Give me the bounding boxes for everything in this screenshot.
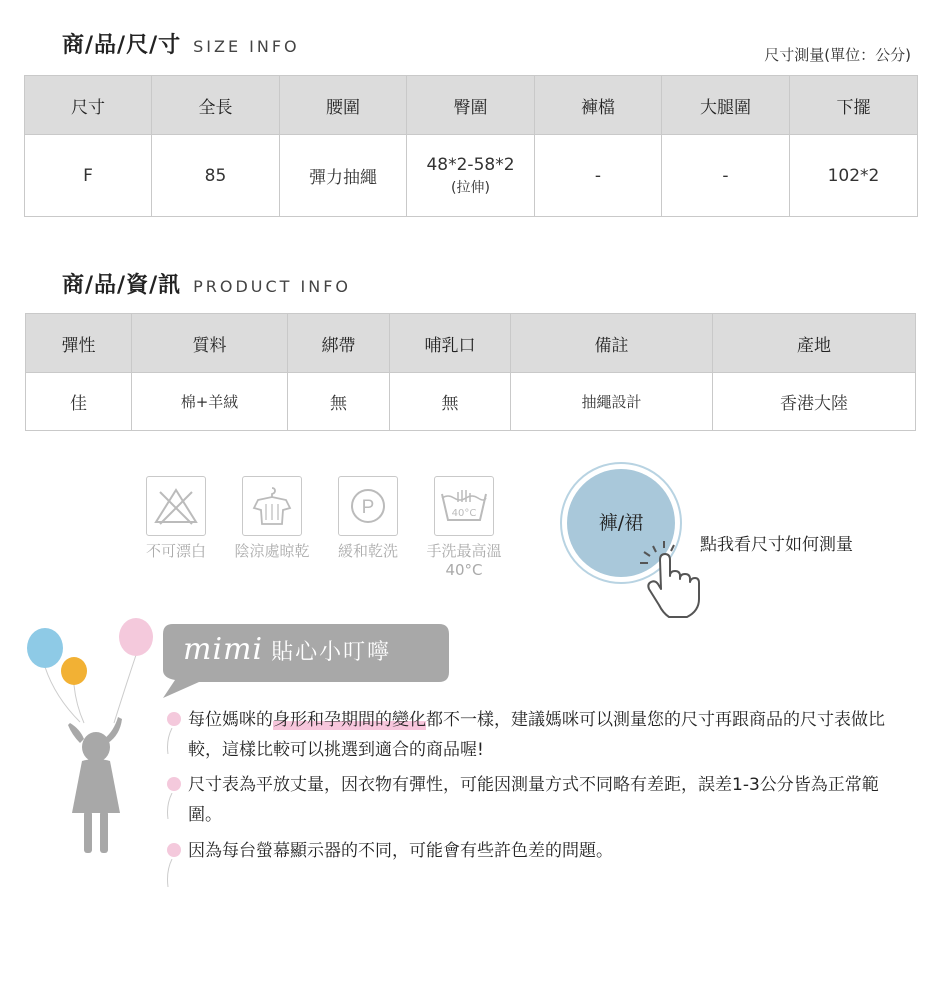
tip-3-text: 因為每台螢幕顯示器的不同，可能會有些許色差的問題。 — [188, 841, 613, 861]
product-cell-elasticity: 佳 — [26, 373, 132, 431]
girl-silhouette-icon — [68, 717, 122, 853]
tip-item-3 — [188, 836, 908, 866]
product-header-origin: 產地 — [713, 314, 916, 373]
tip-1-pre: 每位媽咪的 — [188, 710, 273, 730]
product-header-nursing: 哺乳口 — [390, 314, 511, 373]
size-cell-size: F — [25, 135, 152, 217]
svg-text:P: P — [361, 497, 375, 518]
care-label-hand-wash — [426, 542, 501, 580]
product-table — [25, 313, 916, 431]
product-info-title — [62, 268, 351, 299]
size-cell-hem: 102*2 — [790, 135, 918, 217]
tip-1-highlight: 身形和孕期間的變化 — [273, 710, 426, 730]
size-header-hip: 臀圍 — [407, 76, 535, 135]
blue-balloon-icon — [27, 628, 63, 668]
care-icons — [128, 476, 512, 580]
tip-stroke-2 — [166, 793, 174, 819]
tip-item-1 — [188, 705, 908, 765]
size-cell-thigh: - — [662, 135, 790, 217]
tip-1-post: 都不一樣，建議媽咪可以測量您的尺寸再跟商品的尺寸表做比較，這樣比較可以挑選到適合的商品喔! — [188, 710, 885, 760]
product-header-notes: 備註 — [511, 314, 713, 373]
size-cell-hip-value: 48*2-58*2 — [426, 154, 515, 175]
tip-bullet-1 — [167, 712, 181, 726]
tip-bullet-2 — [167, 777, 181, 791]
care-item-dry-clean — [320, 476, 416, 580]
product-cell-strap: 無 — [288, 373, 390, 431]
size-header-waist: 腰圍 — [280, 76, 407, 135]
product-cell-material: 棉+羊絨 — [132, 373, 288, 431]
pink-balloon-icon — [119, 618, 153, 656]
product-cell-origin: 香港大陸 — [713, 373, 916, 431]
hand-wash-icon — [434, 476, 494, 536]
tip-stroke-3 — [166, 859, 174, 887]
product-header-strap: 綁帶 — [288, 314, 390, 373]
size-cell-rise: - — [535, 135, 662, 217]
dry-clean-icon — [338, 476, 398, 536]
hand-wash-temp-text: 40°C — [451, 508, 477, 519]
size-info-title-zh: 商/品/尺/寸 — [62, 33, 182, 58]
tips-title-text: 貼心小叮嚀 — [271, 640, 392, 665]
product-cell-nursing: 無 — [390, 373, 511, 431]
no-bleach-icon — [146, 476, 206, 536]
orange-balloon-icon — [61, 657, 87, 685]
size-table — [24, 75, 918, 217]
size-cell-length: 85 — [152, 135, 280, 217]
care-item-shade-dry — [224, 476, 320, 580]
care-item-no-bleach — [128, 476, 224, 580]
size-table-row — [25, 135, 918, 217]
size-header-thigh: 大腿圍 — [662, 76, 790, 135]
measure-circle-label: 褲/裙 — [598, 512, 644, 534]
size-cell-waist: 彈力抽繩 — [280, 135, 407, 217]
care-label-hand-wash-text: 手洗最高溫 — [426, 542, 502, 560]
care-label-no-bleach: 不可漂白 — [145, 542, 206, 560]
tips-brand: mimi — [183, 632, 264, 667]
size-cell-hip — [407, 135, 535, 217]
size-table-header-row — [25, 76, 918, 135]
product-table-row — [26, 373, 916, 431]
unit-note: 尺寸測量(單位：公分) — [764, 46, 911, 64]
product-table-header-row — [26, 314, 916, 373]
care-label-shade-dry: 陰涼處晾乾 — [234, 542, 310, 560]
tip-2-text: 尺寸表為平放丈量，因衣物有彈性，可能因測量方式不同略有差距，誤差1-3公分皆為正常範圍。 — [188, 775, 879, 825]
size-info-title-en: SIZE INFO — [193, 37, 300, 56]
product-header-elasticity: 彈性 — [26, 314, 132, 373]
tip-stroke-1 — [166, 728, 174, 754]
shade-dry-icon — [242, 476, 302, 536]
size-header-hem: 下擺 — [790, 76, 918, 135]
product-header-material: 質料 — [132, 314, 288, 373]
tip-item-2 — [188, 770, 908, 830]
care-label-hand-wash-temp: 40°C — [445, 561, 483, 579]
product-info-title-en: PRODUCT INFO — [193, 277, 352, 296]
girl-balloons-illustration — [26, 615, 166, 865]
size-cell-hip-note: (拉伸) — [451, 179, 490, 196]
size-header-length: 全長 — [152, 76, 280, 135]
size-header-size: 尺寸 — [25, 76, 152, 135]
care-item-hand-wash — [416, 476, 512, 580]
tip-bullet-3 — [167, 843, 181, 857]
measure-guide-link[interactable]: 點我看尺寸如何測量 — [700, 535, 853, 555]
product-cell-notes: 抽繩設計 — [511, 373, 713, 431]
size-header-rise: 褲檔 — [535, 76, 662, 135]
tips-title — [183, 632, 391, 667]
product-info-title-zh: 商/品/資/訊 — [62, 273, 182, 298]
size-info-title — [62, 28, 300, 59]
care-label-dry-clean: 緩和乾洗 — [337, 542, 398, 560]
